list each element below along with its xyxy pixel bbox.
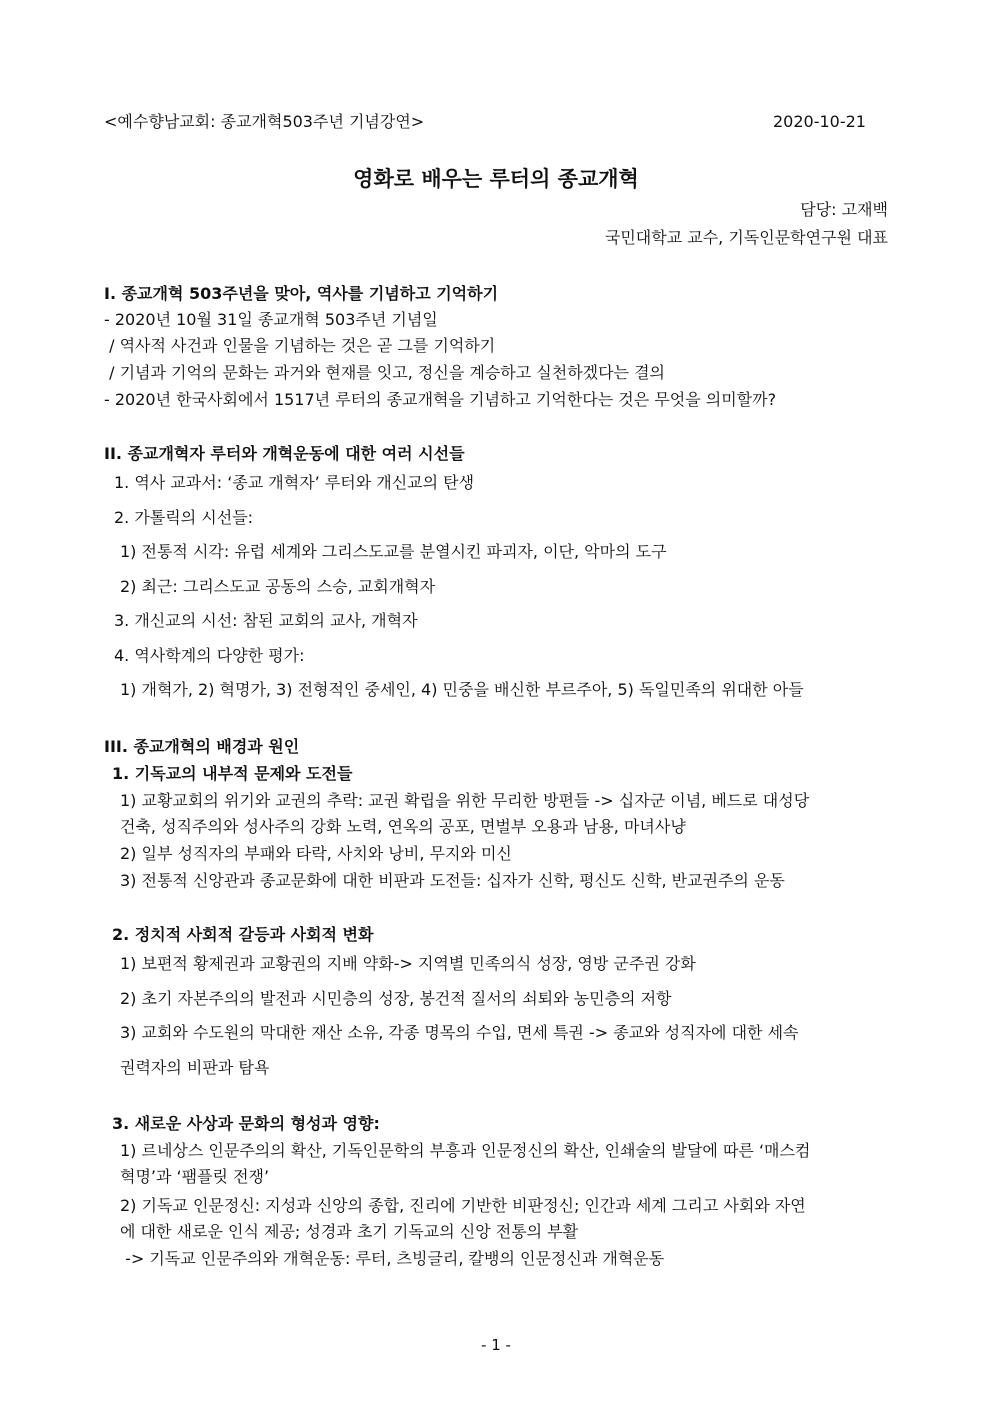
section-3-3-line: 2) 기독교 인문정신: 지성과 신앙의 종합, 진리에 기반한 비판정신; 인간과 세계 그리고 사회와 자연 — [120, 1196, 806, 1215]
section-3-2-line: 권력자의 비판과 탐욕 — [120, 1058, 270, 1077]
section-3-1-line: 2) 일부 성직자의 부패와 타락, 사치와 낭비, 무지와 미신 — [120, 844, 512, 863]
section-3-2-heading: 2. 정치적 사회적 갈등과 사회적 변화 — [112, 925, 374, 944]
section-3-1-line: 1) 교황교회의 위기와 교권의 추락: 교권 확립을 위한 무리한 방편들 -> 십자군 이념, 베드로 대성당 — [120, 791, 810, 810]
section-3-1-line: 건축, 성직주의와 성사주의 강화 노력, 연옥의 공포, 면벌부 오용과 남용, 마녀사냥 — [120, 817, 686, 836]
section-2-line: 2. 가톨릭의 시선들: — [114, 508, 254, 527]
section-3-3-line: 1) 르네상스 인문주의의 확산, 기독인문학의 부흥과 인문정신의 확산, 인쇄술의 발달에 따른 ‘매스컴 — [120, 1141, 811, 1160]
event-header: <예수향남교회: 종교개혁503주년 기념강연> — [104, 112, 425, 131]
section-2-line: 3. 개신교의 시선: 참된 교회의 교사, 개혁자 — [114, 611, 418, 630]
section-1-line: / 역사적 사건과 인물을 기념하는 것은 곧 그를 기억하기 — [104, 336, 496, 355]
section-3-heading: III. 종교개혁의 배경과 원인 — [104, 737, 300, 756]
document-date: 2020-10-21 — [773, 112, 866, 131]
section-1-line: - 2020년 한국사회에서 1517년 루터의 종교개혁을 기념하고 기억한다는 것은 무엇을 의미할까? — [104, 390, 777, 409]
section-3-3-line: 에 대한 새로운 인식 제공; 성경과 초기 기독교의 신앙 전통의 부활 — [120, 1222, 579, 1241]
document-title: 영화로 배우는 루터의 종교개혁 — [353, 167, 639, 191]
section-3-1-heading: 1. 기독교의 내부적 문제와 도전들 — [112, 764, 353, 783]
section-2-line: 1) 전통적 시각: 유럽 세계와 그리스도교를 분열시킨 파괴자, 이단, 악마의 도구 — [120, 542, 667, 561]
section-1-line: / 기념과 기억의 문화는 과거와 현재를 잇고, 정신을 계승하고 실천하겠다는 결의 — [104, 363, 666, 382]
section-3-2-line: 3) 교회와 수도원의 막대한 재산 소유, 각종 명목의 수입, 면세 특권 -> 종교와 성직자에 대한 세속 — [120, 1023, 799, 1042]
author-name: 담당: 고재백 — [800, 200, 888, 219]
section-3-3-line: 혁명’과 ‘팸플릿 전쟁’ — [120, 1167, 270, 1186]
section-2-line: 1) 개혁가, 2) 혁명가, 3) 전형적인 중세인, 4) 민중을 배신한 부르주아, 5) 독일민족의 위대한 아들 — [120, 680, 804, 699]
section-2-heading: II. 종교개혁자 루터와 개혁운동에 대한 여러 시선들 — [104, 444, 465, 463]
section-3-3-line: -> 기독교 인문주의와 개혁운동: 루터, 츠빙글리, 칼뱅의 인문정신과 개혁운동 — [120, 1249, 665, 1268]
section-3-3-heading: 3. 새로운 사상과 문화의 형성과 영향: — [112, 1114, 380, 1133]
section-1-line: - 2020년 10월 31일 종교개혁 503주년 기념일 — [104, 310, 438, 329]
section-3-1-line: 3) 전통적 신앙관과 종교문화에 대한 비판과 도전들: 십자가 신학, 평신도 신학, 반교권주의 운동 — [120, 871, 785, 890]
author-affiliation: 국민대학교 교수, 기독인문학연구원 대표 — [604, 228, 888, 247]
section-3-2-line: 2) 초기 자본주의의 발전과 시민층의 성장, 봉건적 질서의 쇠퇴와 농민층의 저항 — [120, 989, 672, 1008]
section-2-line: 1. 역사 교과서: ‘종교 개혁자’ 루터와 개신교의 탄생 — [114, 473, 475, 492]
section-2-line: 2) 최근: 그리스도교 공동의 스승, 교회개혁자 — [120, 577, 436, 596]
page-number: - 1 - — [481, 1336, 511, 1354]
section-1-heading: I. 종교개혁 503주년을 맞아, 역사를 기념하고 기억하기 — [104, 284, 499, 303]
section-2-line: 4. 역사학계의 다양한 평가: — [114, 646, 305, 665]
section-3-2-line: 1) 보편적 황제권과 교황권의 지배 약화-> 지역별 민족의식 성장, 영방 군주권 강화 — [120, 954, 696, 973]
